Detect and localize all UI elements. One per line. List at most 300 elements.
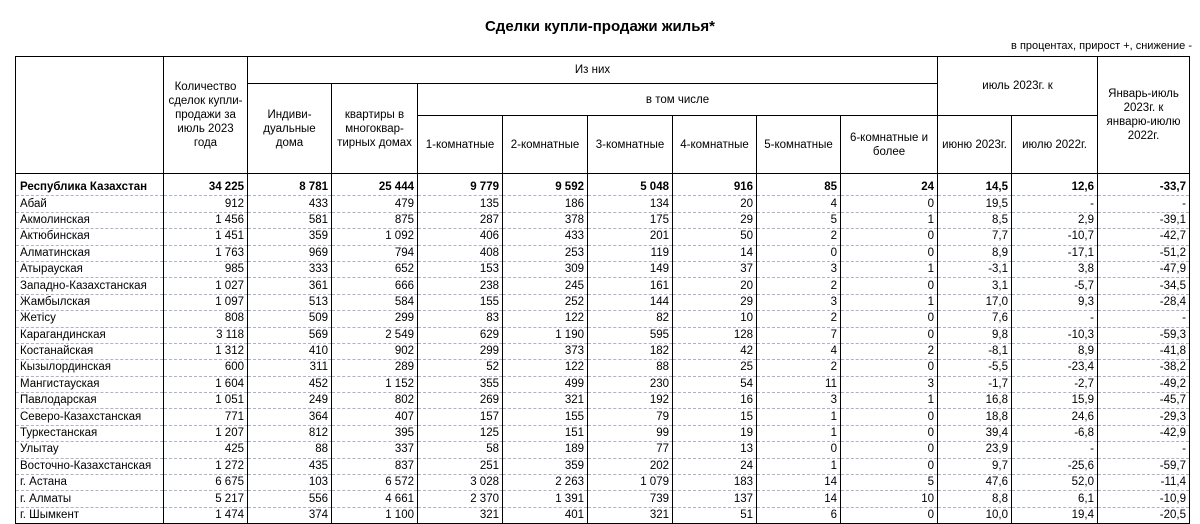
value-cell: 0 <box>841 245 938 261</box>
value-cell: 812 <box>248 425 332 441</box>
header-individual: Индиви-дуальные дома <box>248 84 332 174</box>
region-name-cell: Жамбылская <box>16 294 164 310</box>
value-cell: -42,9 <box>1098 425 1190 441</box>
value-cell: 401 <box>503 507 588 523</box>
value-cell: 14 <box>757 491 841 507</box>
value-cell: 8,5 <box>938 212 1012 228</box>
value-cell: 25 <box>673 360 757 376</box>
value-cell: 299 <box>332 311 418 327</box>
value-cell: -8,1 <box>938 343 1012 359</box>
value-cell: 1 <box>841 212 938 228</box>
region-name-cell: г. Шымкент <box>16 507 164 523</box>
value-cell: 186 <box>503 196 588 212</box>
value-cell: 287 <box>418 212 503 228</box>
value-cell: 3 <box>757 393 841 409</box>
value-cell: -10,3 <box>1012 327 1098 343</box>
value-cell: -5,5 <box>938 360 1012 376</box>
value-cell: - <box>1098 311 1190 327</box>
table-row <box>16 360 1190 376</box>
value-cell: 58 <box>418 442 503 458</box>
value-cell: 374 <box>248 507 332 523</box>
value-cell: 10 <box>841 491 938 507</box>
value-cell: -6,8 <box>1012 425 1098 441</box>
value-cell: 13 <box>673 442 757 458</box>
value-cell: 0 <box>841 229 938 245</box>
value-cell: - <box>1098 442 1190 458</box>
value-cell: - <box>1098 196 1190 212</box>
value-cell: 1 <box>757 409 841 425</box>
value-cell: 19,4 <box>1012 507 1098 523</box>
value-cell: 309 <box>503 261 588 277</box>
header-count: Количество сделок купли-продажи за июль 2023 года <box>164 57 248 174</box>
value-cell: -34,5 <box>1098 278 1190 294</box>
value-cell: 149 <box>588 261 673 277</box>
region-name-cell: Костанайская <box>16 343 164 359</box>
value-cell: 122 <box>503 311 588 327</box>
value-cell: 135 <box>418 196 503 212</box>
header-july-to: июль 2023г. к <box>938 57 1098 116</box>
value-cell: 875 <box>332 212 418 228</box>
value-cell: 157 <box>418 409 503 425</box>
value-cell: 103 <box>248 475 332 491</box>
value-cell: 9,3 <box>1012 294 1098 310</box>
value-cell: 137 <box>673 491 757 507</box>
page-title: Сделки купли-продажи жилья* <box>484 18 716 35</box>
value-cell: 10,0 <box>938 507 1012 523</box>
value-cell: 584 <box>332 294 418 310</box>
table-header <box>16 57 1190 174</box>
value-cell: 16,8 <box>938 393 1012 409</box>
table-row <box>16 294 1190 310</box>
value-cell: 1 <box>841 294 938 310</box>
value-cell: -39,1 <box>1098 212 1190 228</box>
value-cell: 88 <box>588 360 673 376</box>
value-cell: 406 <box>418 229 503 245</box>
value-cell: 595 <box>588 327 673 343</box>
value-cell: 19,5 <box>938 196 1012 212</box>
value-cell: 24,6 <box>1012 409 1098 425</box>
value-cell: 0 <box>841 458 938 474</box>
header-including: в том числе <box>418 84 938 116</box>
value-cell: 452 <box>248 376 332 392</box>
value-cell: -59,7 <box>1098 458 1190 474</box>
value-cell: 2 549 <box>332 327 418 343</box>
value-cell: 321 <box>588 507 673 523</box>
value-cell: 85 <box>757 180 841 196</box>
value-cell: 251 <box>418 458 503 474</box>
value-cell: 2 370 <box>418 491 503 507</box>
value-cell: 9 779 <box>418 180 503 196</box>
value-cell: -33,7 <box>1098 180 1190 196</box>
value-cell: 134 <box>588 196 673 212</box>
value-cell: 569 <box>248 327 332 343</box>
value-cell: 0 <box>841 311 938 327</box>
value-cell: 5 <box>841 475 938 491</box>
value-cell: 321 <box>503 393 588 409</box>
value-cell: 29 <box>673 294 757 310</box>
value-cell: -10,7 <box>1012 229 1098 245</box>
region-name-cell: г. Алматы <box>16 491 164 507</box>
value-cell: -49,2 <box>1098 376 1190 392</box>
value-cell: 1 100 <box>332 507 418 523</box>
table-row <box>16 507 1190 523</box>
value-cell: 182 <box>588 343 673 359</box>
value-cell: 1 456 <box>164 212 248 228</box>
value-cell: -38,2 <box>1098 360 1190 376</box>
housing-deals-table <box>15 56 1190 524</box>
value-cell: 1 272 <box>164 458 248 474</box>
value-cell: 771 <box>164 409 248 425</box>
value-cell: 14 <box>673 245 757 261</box>
unit-note: в процентах, прирост +, снижение - <box>1011 40 1192 52</box>
value-cell: 29 <box>673 212 757 228</box>
value-cell: 837 <box>332 458 418 474</box>
value-cell: 3 <box>841 376 938 392</box>
value-cell: 1 391 <box>503 491 588 507</box>
value-cell: 912 <box>164 196 248 212</box>
value-cell: 739 <box>588 491 673 507</box>
header-june-2023: июню 2023г. <box>938 116 1012 174</box>
value-cell: 7,6 <box>938 311 1012 327</box>
value-cell: - <box>1012 442 1098 458</box>
region-name-cell: Улытау <box>16 442 164 458</box>
value-cell: 6 675 <box>164 475 248 491</box>
value-cell: 337 <box>332 442 418 458</box>
value-cell: 407 <box>332 409 418 425</box>
table-row <box>16 278 1190 294</box>
value-cell: 77 <box>588 442 673 458</box>
value-cell: 373 <box>503 343 588 359</box>
value-cell: 2 <box>757 311 841 327</box>
value-cell: 0 <box>841 360 938 376</box>
value-cell: -23,4 <box>1012 360 1098 376</box>
value-cell: 52 <box>418 360 503 376</box>
value-cell: 42 <box>673 343 757 359</box>
value-cell: 88 <box>248 442 332 458</box>
value-cell: 20 <box>673 196 757 212</box>
value-cell: 39,4 <box>938 425 1012 441</box>
region-name-cell: г. Астана <box>16 475 164 491</box>
value-cell: 985 <box>164 261 248 277</box>
value-cell: 128 <box>673 327 757 343</box>
value-cell: 3 <box>757 294 841 310</box>
value-cell: 10 <box>673 311 757 327</box>
value-cell: 7 <box>757 327 841 343</box>
value-cell: 16 <box>673 393 757 409</box>
header-apartments: квартиры в многоквар-тирных домах <box>332 84 418 174</box>
value-cell: 18,8 <box>938 409 1012 425</box>
table-row <box>16 245 1190 261</box>
value-cell: -10,9 <box>1098 491 1190 507</box>
value-cell: 2,9 <box>1012 212 1098 228</box>
value-cell: 202 <box>588 458 673 474</box>
value-cell: 794 <box>332 245 418 261</box>
value-cell: 0 <box>841 507 938 523</box>
header-3-room: 3-комнатные <box>588 116 673 174</box>
value-cell: 2 <box>757 360 841 376</box>
value-cell: 425 <box>164 442 248 458</box>
value-cell: 201 <box>588 229 673 245</box>
value-cell: 969 <box>248 245 332 261</box>
value-cell: 1 051 <box>164 393 248 409</box>
region-name-cell: Актюбинская <box>16 229 164 245</box>
value-cell: 155 <box>503 409 588 425</box>
value-cell: 3,1 <box>938 278 1012 294</box>
value-cell: 34 225 <box>164 180 248 196</box>
table-row <box>16 229 1190 245</box>
value-cell: 8,9 <box>1012 343 1098 359</box>
value-cell: 9,7 <box>938 458 1012 474</box>
value-cell: 50 <box>673 229 757 245</box>
value-cell: 513 <box>248 294 332 310</box>
value-cell: -2,7 <box>1012 376 1098 392</box>
value-cell: 245 <box>503 278 588 294</box>
value-cell: 5 048 <box>588 180 673 196</box>
value-cell: -41,8 <box>1098 343 1190 359</box>
table-row <box>16 393 1190 409</box>
table-row <box>16 343 1190 359</box>
value-cell: 47,6 <box>938 475 1012 491</box>
value-cell: 249 <box>248 393 332 409</box>
value-cell: -20,5 <box>1098 507 1190 523</box>
value-cell: 19 <box>673 425 757 441</box>
value-cell: 6 <box>757 507 841 523</box>
region-name-cell: Республика Казахстан <box>16 180 164 196</box>
value-cell: 6 572 <box>332 475 418 491</box>
value-cell: 25 444 <box>332 180 418 196</box>
value-cell: 1 027 <box>164 278 248 294</box>
value-cell: 269 <box>418 393 503 409</box>
value-cell: 509 <box>248 311 332 327</box>
value-cell: 311 <box>248 360 332 376</box>
value-cell: 3 118 <box>164 327 248 343</box>
value-cell: 1 604 <box>164 376 248 392</box>
value-cell: 5 <box>757 212 841 228</box>
region-name-cell: Туркестанская <box>16 425 164 441</box>
value-cell: 0 <box>841 278 938 294</box>
value-cell: 355 <box>418 376 503 392</box>
value-cell: 151 <box>503 425 588 441</box>
value-cell: 14 <box>757 475 841 491</box>
value-cell: 361 <box>248 278 332 294</box>
header-of-which: Из них <box>248 57 938 84</box>
value-cell: -51,2 <box>1098 245 1190 261</box>
value-cell: 916 <box>673 180 757 196</box>
value-cell: 253 <box>503 245 588 261</box>
table-row <box>16 376 1190 392</box>
region-name-cell: Акмолинская <box>16 212 164 228</box>
value-cell: 9 592 <box>503 180 588 196</box>
table-row <box>16 425 1190 441</box>
value-cell: 359 <box>248 229 332 245</box>
value-cell: 24 <box>841 180 938 196</box>
value-cell: 629 <box>418 327 503 343</box>
region-name-cell: Павлодарская <box>16 393 164 409</box>
table-row <box>16 442 1190 458</box>
value-cell: 0 <box>841 425 938 441</box>
value-cell: 8,8 <box>938 491 1012 507</box>
value-cell: 17,0 <box>938 294 1012 310</box>
region-name-cell: Северо-Казахстанская <box>16 409 164 425</box>
value-cell: 153 <box>418 261 503 277</box>
value-cell: 119 <box>588 245 673 261</box>
table-row <box>16 327 1190 343</box>
value-cell: 8 781 <box>248 180 332 196</box>
value-cell: -29,3 <box>1098 409 1190 425</box>
value-cell: 0 <box>841 196 938 212</box>
value-cell: 37 <box>673 261 757 277</box>
value-cell: 82 <box>588 311 673 327</box>
value-cell: -28,4 <box>1098 294 1190 310</box>
value-cell: 0 <box>757 442 841 458</box>
value-cell: 4 <box>757 196 841 212</box>
value-cell: 183 <box>673 475 757 491</box>
value-cell: 479 <box>332 196 418 212</box>
value-cell: 1 763 <box>164 245 248 261</box>
value-cell: 1 <box>757 458 841 474</box>
value-cell: 408 <box>418 245 503 261</box>
value-cell: 4 <box>757 343 841 359</box>
value-cell: 378 <box>503 212 588 228</box>
header-5-room: 5-комнатные <box>757 116 841 174</box>
value-cell: 410 <box>248 343 332 359</box>
value-cell: -59,3 <box>1098 327 1190 343</box>
value-cell: 9,8 <box>938 327 1012 343</box>
value-cell: 435 <box>248 458 332 474</box>
region-name-cell: Абай <box>16 196 164 212</box>
value-cell: 5 217 <box>164 491 248 507</box>
value-cell: 1 097 <box>164 294 248 310</box>
total-row <box>16 180 1190 196</box>
value-cell: 1 <box>757 425 841 441</box>
value-cell: 2 <box>757 229 841 245</box>
value-cell: -11,4 <box>1098 475 1190 491</box>
header-2-room: 2-комнатные <box>503 116 588 174</box>
value-cell: 252 <box>503 294 588 310</box>
value-cell: 1 207 <box>164 425 248 441</box>
value-cell: 652 <box>332 261 418 277</box>
value-cell: 499 <box>503 376 588 392</box>
header-1-room: 1-комнатные <box>418 116 503 174</box>
table-body <box>16 174 1190 524</box>
value-cell: 238 <box>418 278 503 294</box>
value-cell: 54 <box>673 376 757 392</box>
value-cell: 581 <box>248 212 332 228</box>
table-row <box>16 196 1190 212</box>
value-cell: 802 <box>332 393 418 409</box>
header-region <box>16 57 164 174</box>
region-name-cell: Атырауская <box>16 261 164 277</box>
value-cell: 12,6 <box>1012 180 1098 196</box>
value-cell: 1 474 <box>164 507 248 523</box>
value-cell: 359 <box>503 458 588 474</box>
header-4-room: 4-комнатные <box>673 116 757 174</box>
value-cell: 0 <box>841 327 938 343</box>
value-cell: 808 <box>164 311 248 327</box>
value-cell: 23,9 <box>938 442 1012 458</box>
region-name-cell: Алматинская <box>16 245 164 261</box>
value-cell: 3 028 <box>418 475 503 491</box>
value-cell: -25,6 <box>1012 458 1098 474</box>
value-cell: 79 <box>588 409 673 425</box>
header-ytd: Январь-июль 2023г. к январю-июлю 2022г. <box>1098 57 1190 174</box>
value-cell: 289 <box>332 360 418 376</box>
value-cell: 600 <box>164 360 248 376</box>
value-cell: 433 <box>248 196 332 212</box>
region-name-cell: Жетісу <box>16 311 164 327</box>
table-row <box>16 475 1190 491</box>
value-cell: 14,5 <box>938 180 1012 196</box>
value-cell: 52,0 <box>1012 475 1098 491</box>
value-cell: 6,1 <box>1012 491 1098 507</box>
value-cell: 8,9 <box>938 245 1012 261</box>
table-row <box>16 491 1190 507</box>
value-cell: 51 <box>673 507 757 523</box>
table-row <box>16 261 1190 277</box>
value-cell: -47,9 <box>1098 261 1190 277</box>
value-cell: -45,7 <box>1098 393 1190 409</box>
value-cell: 321 <box>418 507 503 523</box>
header-july-2022: июлю 2022г. <box>1012 116 1098 174</box>
value-cell: 902 <box>332 343 418 359</box>
region-name-cell: Карагандинская <box>16 327 164 343</box>
table-row <box>16 311 1190 327</box>
value-cell: 0 <box>757 245 841 261</box>
value-cell: 0 <box>841 409 938 425</box>
value-cell: 155 <box>418 294 503 310</box>
value-cell: 122 <box>503 360 588 376</box>
value-cell: 15 <box>673 409 757 425</box>
value-cell: 15,9 <box>1012 393 1098 409</box>
value-cell: 1 312 <box>164 343 248 359</box>
value-cell: 1 <box>841 393 938 409</box>
value-cell: -5,7 <box>1012 278 1098 294</box>
header-6-room: 6-комнатные и более <box>841 116 938 174</box>
value-cell: 20 <box>673 278 757 294</box>
value-cell: 2 <box>757 278 841 294</box>
value-cell: 144 <box>588 294 673 310</box>
table-row <box>16 212 1190 228</box>
value-cell: 433 <box>503 229 588 245</box>
value-cell: 1 190 <box>503 327 588 343</box>
value-cell: 161 <box>588 278 673 294</box>
region-name-cell: Западно-Казахстанская <box>16 278 164 294</box>
value-cell: 333 <box>248 261 332 277</box>
value-cell: 189 <box>503 442 588 458</box>
value-cell: 1 451 <box>164 229 248 245</box>
value-cell: -3,1 <box>938 261 1012 277</box>
region-name-cell: Кызылординская <box>16 360 164 376</box>
value-cell: 3,8 <box>1012 261 1098 277</box>
value-cell: 192 <box>588 393 673 409</box>
value-cell: 364 <box>248 409 332 425</box>
value-cell: 230 <box>588 376 673 392</box>
table-row <box>16 458 1190 474</box>
value-cell: 83 <box>418 311 503 327</box>
region-name-cell: Мангистауская <box>16 376 164 392</box>
value-cell: 24 <box>673 458 757 474</box>
value-cell: 175 <box>588 212 673 228</box>
value-cell: 666 <box>332 278 418 294</box>
value-cell: 1 092 <box>332 229 418 245</box>
value-cell: 4 661 <box>332 491 418 507</box>
value-cell: 99 <box>588 425 673 441</box>
value-cell: 3 <box>757 261 841 277</box>
value-cell: 1 152 <box>332 376 418 392</box>
value-cell: 0 <box>841 442 938 458</box>
value-cell: 7,7 <box>938 229 1012 245</box>
value-cell: 556 <box>248 491 332 507</box>
